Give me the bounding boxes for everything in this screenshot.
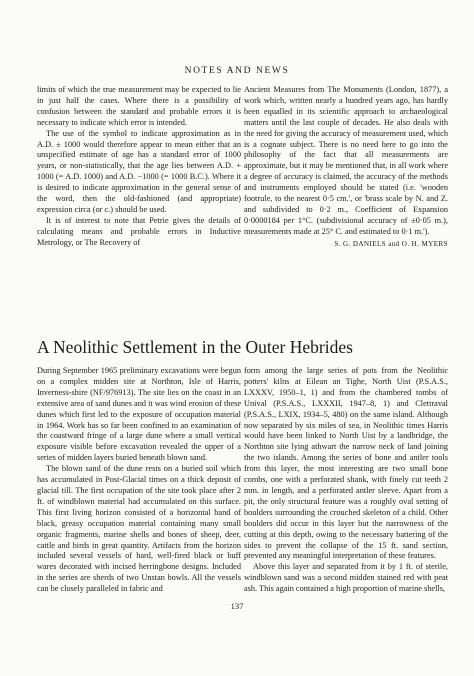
paragraph: limits of which the true measurement may be expected to lie in just half the cases. Where there is a possibility of confusion between the standard and probable errors it is necessary to indicate which error is intended. — [37, 85, 241, 127]
article-left-column — [37, 366, 241, 595]
running-header: NOTES AND NEWS — [184, 66, 290, 76]
paragraph: It is of interest to note that Petrie gives the details of calculating means and probable errors in Inductive Metrology, or The Recovery of — [37, 215, 241, 247]
previous-article-right-column — [244, 85, 448, 250]
paragraph: form among the large series of pots from the Neolithic potters' kilns at Eilean an Tighe, North Uist (P.S.A.S., LXXXV, 1950–1, 1) and from the chambered tombs of Unival (P.S.A.S., LXXXII, 1947–8, 1) and Clettraval (P.S.A.S., LXIX, 1934–5, 480) on the same island. Although now separated by six miles of sea, in Neolithic times Harris would have been linked to North Uist by a landbridge, the Northton site lying athwart the narrow neck of land joining the two islands. Among the series of bone and antler tools from this layer, the most interesting are two small bone combs, one with a perforated shank, with finely cut teeth 2 mm. in length, and a perforated antler sleeve. Apart from a pit, the only structural feature was a roughly oval setting of boulders surrounding the crouched skeleton of a child. Other boulders did occur in this layer but the narrowness of the cutting at this depth, owing to the necessary battering of the sides to prevent the collapse of the 15 ft. sand section, prevented any meaningful interpretation of these features. — [244, 366, 448, 561]
article-right-column — [244, 366, 448, 595]
article-title: A Neolithic Settlement in the Outer Hebrides — [37, 337, 353, 357]
paragraph: The use of the symbol to indicate approximation as in A.D. ± 1000 would therefore appear to mean either that an unspecified estimate of age has a standard error of 1000 years, or non-statistically, that the age lies between A.D. + 1000 (= A.D. 1000) and A.D. −1000 (= 1000 B.C.). Where it is desired to indicate approximation in the general sense of the word, then the old-fashioned (and appropriate) expression circa (or c.) should be used. — [37, 128, 241, 214]
paragraph: Ancient Measures from The Monuments (London, 1877), a work which, written nearly a hundred years ago, has hardly been equalled in its scientific approach to archaeological matters until the last couple of decades. He also deals with the need for giving the accuracy of measurement used, which is a cognate subject. There is no need here to go into the philosophy of the fact that all measurements are approximate, but it may be mentioned that, in all work where a degree of accuracy is claimed, the accuracy of the methods and instruments employed should be stated (i.e. 'wooden footrule, to the nearest 0·5 cm.', or 'brass scale by N. and Z. and subdivided to 0·2 m., Coefficient of Expansion 0·0000184 per 1°C. (subdivisional accuracy of ±0·05 m.), measurements made at 25° C. and estimated to 0·1 m.'). — [244, 85, 448, 236]
paragraph: Above this layer and separated from it by 1 ft. of sterile, windblown sand was a second midden stained red with peat ash. This again contained a high proportion of marine shells, — [244, 562, 448, 594]
author-signature: S. G. DANIELS and O. H. MYERS — [334, 239, 448, 248]
page-number: 137 — [230, 601, 244, 611]
previous-article-left-column — [37, 85, 241, 249]
paragraph: The blown sand of the dune rests on a buried soil which has accumulated in Post-Glacial times on a thick deposit of glacial till. The first occupation of the site took place after 2 ft. of windblown material had accumulated on this surface. This first living horizon consisted of a horizontal band of black, greasy occupation material containing many small organic fragments, marine shells and bones of sheep, deer, cattle and birds in great quantity. Artifacts from the horizon included several vessels of hard, well-fired black or buff wares decorated with incised herringbone designs. Included in the series are sherds of two Unstan bowls. All the vessels can be closely paralleled in fabric and — [37, 464, 241, 594]
paragraph: During September 1965 preliminary excavations were begun on a complex midden site at Northton, Isle of Harris, Inverness-shire (NF/976913). The site lies on the coast in an extensive area of sand dunes and it was wind erosion of these dunes which first led to the exposure of occupation material in 1964. Work has so far been confined to an examination of the coastward fringe of a large dune where a small vertical exposure visible before excavation revealed the upper of a series of midden layers buried beneath blown sand. — [37, 366, 241, 463]
